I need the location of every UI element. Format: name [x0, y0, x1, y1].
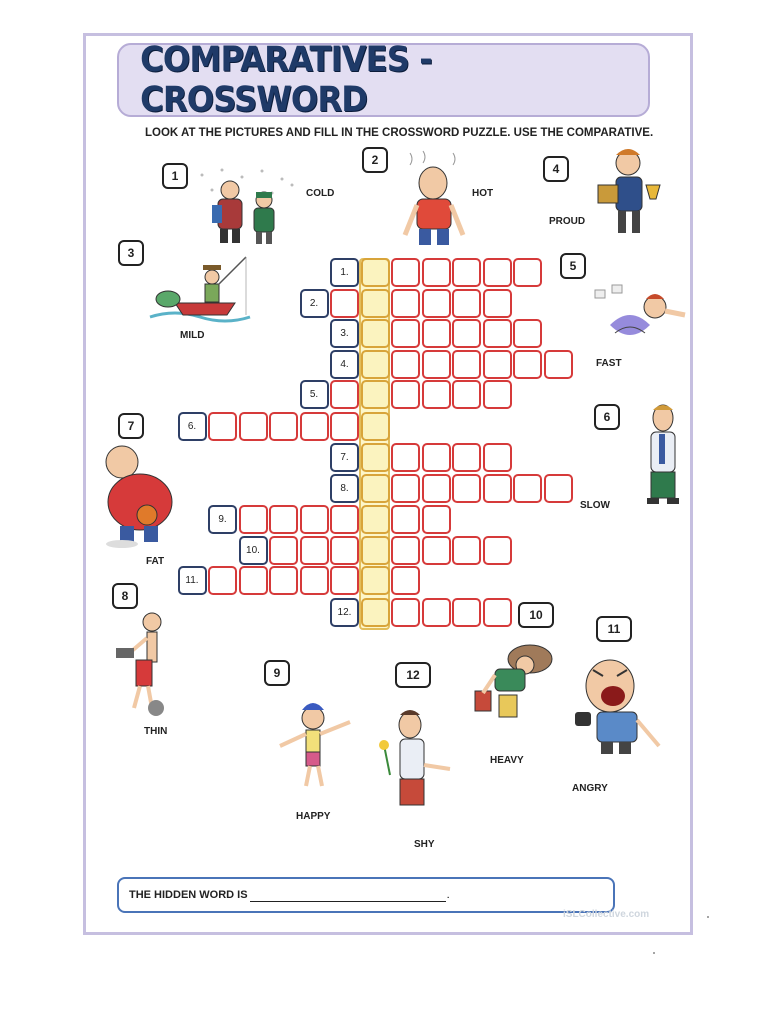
picture-word-12: SHY [414, 839, 435, 850]
crossword-clue-number-11: 11. [178, 566, 207, 595]
picture-word-2: HOT [472, 188, 494, 199]
crossword-cell[interactable] [208, 566, 237, 595]
crossword-clue-number-5: 5. [300, 380, 329, 409]
picture-word-10: HEAVY [490, 755, 524, 766]
crossword-cell[interactable] [452, 474, 481, 503]
crossword-cell[interactable] [483, 319, 512, 348]
crossword-cell[interactable] [269, 536, 298, 565]
hidden-word-cell[interactable] [361, 380, 390, 409]
crossword-cell[interactable] [513, 319, 542, 348]
crossword-cell[interactable] [483, 474, 512, 503]
crossword-cell[interactable] [513, 350, 542, 379]
hidden-word-cell[interactable] [361, 566, 390, 595]
picture-number-1: 1 [162, 163, 188, 189]
picture-number-8: 8 [112, 583, 138, 609]
picture-word-11: ANGRY [572, 783, 608, 794]
crossword-cell[interactable] [300, 412, 329, 441]
crossword-cell[interactable] [483, 289, 512, 318]
crossword-cell[interactable] [391, 319, 420, 348]
stray-dot [653, 952, 655, 954]
picture-number-5: 5 [560, 253, 586, 279]
hidden-word-period: . [446, 889, 450, 901]
picture-number-6: 6 [594, 404, 620, 430]
hidden-word-cell[interactable] [361, 505, 390, 534]
crossword-clue-number-3: 3. [330, 319, 359, 348]
picture-number-3: 3 [118, 240, 144, 266]
hidden-word-cell[interactable] [361, 412, 390, 441]
picture-number-11: 11 [596, 616, 632, 642]
fast-runner-illustration [590, 285, 690, 355]
picture-number-7: 7 [118, 413, 144, 439]
crossword-cell[interactable] [300, 536, 329, 565]
crossword-cell[interactable] [422, 536, 451, 565]
crossword-cell[interactable] [422, 598, 451, 627]
crossword-cell[interactable] [452, 598, 481, 627]
crossword-cell[interactable] [513, 474, 542, 503]
fishing-man-illustration [150, 255, 250, 325]
hidden-word-cell[interactable] [361, 319, 390, 348]
crossword-cell[interactable] [422, 319, 451, 348]
happy-woman-illustration [268, 700, 358, 790]
crossword-cell[interactable] [269, 505, 298, 534]
crossword-cell[interactable] [391, 380, 420, 409]
crossword-cell[interactable] [330, 536, 359, 565]
fat-man-illustration [92, 440, 182, 550]
crossword-clue-number-7: 7. [330, 443, 359, 472]
watermark: iSLCollective.com [563, 909, 650, 920]
thin-man-illustration [112, 608, 177, 718]
crossword-cell[interactable] [452, 443, 481, 472]
crossword-cell[interactable] [422, 289, 451, 318]
stray-dot [707, 916, 709, 918]
crossword-cell[interactable] [391, 598, 420, 627]
crossword-clue-number-8: 8. [330, 474, 359, 503]
picture-word-3: MILD [180, 330, 205, 341]
crossword-cell[interactable] [330, 412, 359, 441]
crossword-clue-number-6: 6. [178, 412, 207, 441]
crossword-cell[interactable] [483, 258, 512, 287]
crossword-cell[interactable] [422, 258, 451, 287]
picture-word-6: SLOW [580, 500, 610, 511]
hot-man-illustration [395, 155, 470, 250]
crossword-cell[interactable] [300, 505, 329, 534]
crossword-cell[interactable] [239, 412, 268, 441]
crossword-cell[interactable] [208, 412, 237, 441]
picture-word-9: HAPPY [296, 811, 331, 822]
picture-number-10: 10 [518, 602, 554, 628]
slow-man-illustration [635, 400, 690, 510]
crossword-clue-number-4: 4. [330, 350, 359, 379]
instructions: LOOK AT THE PICTURES AND FILL IN THE CROSSWORD PUZZLE. USE THE COMPARATIVE. [145, 127, 654, 139]
picture-word-1: COLD [306, 188, 335, 199]
crossword-clue-number-12: 12. [330, 598, 359, 627]
crossword-cell[interactable] [391, 536, 420, 565]
picture-word-5: FAST [596, 358, 622, 369]
crossword-cell[interactable] [391, 350, 420, 379]
crossword-cell[interactable] [391, 443, 420, 472]
crossword-cell[interactable] [422, 443, 451, 472]
crossword-cell[interactable] [330, 380, 359, 409]
picture-number-2: 2 [362, 147, 388, 173]
hidden-word-cell[interactable] [361, 258, 390, 287]
crossword-cell[interactable] [239, 505, 268, 534]
picture-number-9: 9 [264, 660, 290, 686]
crossword-cell[interactable] [483, 598, 512, 627]
crossword-cell[interactable] [422, 474, 451, 503]
crossword-cell[interactable] [452, 319, 481, 348]
crossword-cell[interactable] [300, 566, 329, 595]
crossword-cell[interactable] [330, 505, 359, 534]
crossword-cell[interactable] [391, 258, 420, 287]
crossword-cell[interactable] [483, 443, 512, 472]
crossword-clue-number-2: 2. [300, 289, 329, 318]
crossword-cell[interactable] [269, 412, 298, 441]
crossword-cell[interactable] [544, 474, 573, 503]
crossword-cell[interactable] [483, 536, 512, 565]
picture-number-4: 4 [543, 156, 569, 182]
hidden-word-cell[interactable] [361, 350, 390, 379]
crossword-cell[interactable] [544, 350, 573, 379]
picture-word-7: FAT [146, 556, 165, 567]
crossword-clue-number-10: 10. [239, 536, 268, 565]
crossword-cell[interactable] [391, 505, 420, 534]
hidden-word-cell[interactable] [361, 289, 390, 318]
title-banner [117, 40, 650, 120]
page-title: COMPARATIVES - CROSSWORD [140, 40, 432, 120]
picture-word-4: PROUD [549, 216, 586, 227]
crossword-cell[interactable] [422, 350, 451, 379]
shy-man-illustration [370, 705, 460, 815]
crossword-cell[interactable] [513, 258, 542, 287]
picture-number-12: 12 [395, 662, 431, 688]
crossword-cell[interactable] [391, 474, 420, 503]
crossword-cell[interactable] [391, 289, 420, 318]
angry-man-phone-illustration [565, 650, 665, 760]
heavy-bag-woman-illustration [465, 635, 565, 725]
hidden-word-label: THE HIDDEN WORD IS [129, 889, 248, 901]
crossword-cell[interactable] [422, 380, 451, 409]
crossword-cell[interactable] [452, 258, 481, 287]
hidden-word-answer-line[interactable] [250, 889, 446, 902]
cold-people-illustration [192, 165, 302, 250]
hidden-word-cell[interactable] [361, 443, 390, 472]
crossword-cell[interactable] [483, 350, 512, 379]
hidden-word-cell[interactable] [361, 474, 390, 503]
crossword-cell[interactable] [483, 380, 512, 409]
crossword-cell[interactable] [330, 289, 359, 318]
crossword-cell[interactable] [330, 566, 359, 595]
crossword-cell[interactable] [452, 289, 481, 318]
crossword-cell[interactable] [422, 505, 451, 534]
crossword-cell[interactable] [269, 566, 298, 595]
proud-man-illustration [590, 145, 670, 240]
hidden-word-cell[interactable] [361, 598, 390, 627]
crossword-cell[interactable] [239, 566, 268, 595]
crossword-cell[interactable] [452, 350, 481, 379]
hidden-word-answer-box [117, 877, 615, 913]
crossword-clue-number-1: 1. [330, 258, 359, 287]
crossword-cell[interactable] [452, 380, 481, 409]
crossword-cell[interactable] [452, 536, 481, 565]
crossword-clue-number-9: 9. [208, 505, 237, 534]
picture-word-8: THIN [144, 726, 168, 737]
crossword-cell[interactable] [391, 566, 420, 595]
hidden-word-cell[interactable] [361, 536, 390, 565]
